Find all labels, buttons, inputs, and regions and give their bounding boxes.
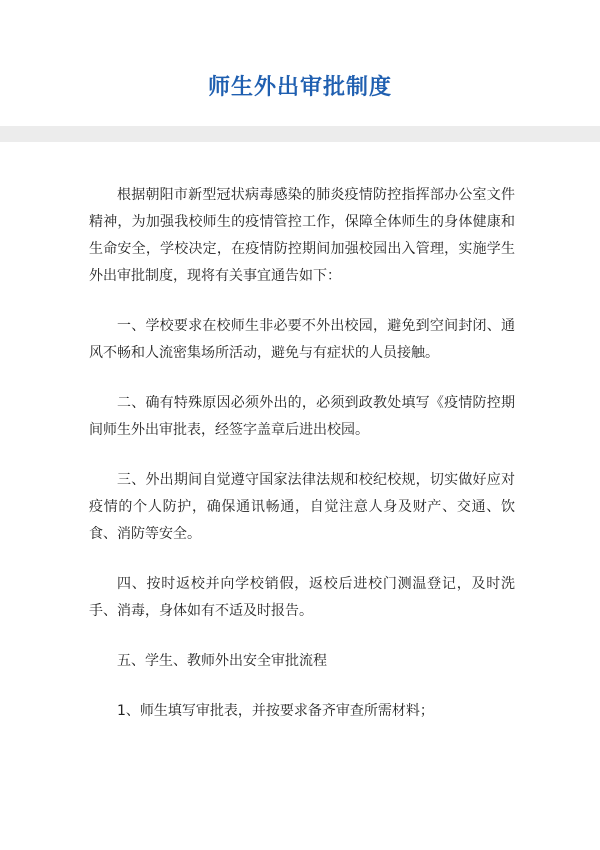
page-title: 师生外出审批制度: [207, 75, 392, 100]
rule-1-paragraph: 一、学校要求在校师生非必要不外出校园，避免到空间封闭、通风不畅和人流密集场所活动，避免与有症状的人员接触。: [89, 318, 515, 361]
rule-5-heading: 五、学生、教师外出安全审批流程: [117, 653, 327, 669]
process-step-1: 1、师生填写审批表，并按要求备齐审查所需材料；: [117, 703, 434, 719]
document-body: [89, 182, 515, 748]
rule-3-paragraph: 三、外出期间自觉遵守国家法律法规和校纪校规，切实做好应对疫情的个人防护，确保通讯畅通，自觉注意人身及财产、交通、饮食、消防等安全。: [89, 472, 515, 542]
header-divider-band: [0, 126, 600, 142]
intro-paragraph: 根据朝阳市新型冠状病毒感染的肺炎疫情防控指挥部办公室文件精神，为加强我校师生的疫情管控工作，保障全体师生的身体健康和生命安全，学校决定，在疫情防控期间加强校园出入管理，实施学生外出审批制度，现将有关事宜通告如下：: [89, 187, 515, 284]
rule-4-paragraph: 四、按时返校并向学校销假，返校后进校门测温登记，及时洗手、消毒，身体如有不适及时报告。: [89, 576, 515, 619]
rule-2-paragraph: 二、确有特殊原因必须外出的，必须到政教处填写《疫情防控期间师生外出审批表，经签字盖章后进出校园。: [89, 395, 515, 438]
